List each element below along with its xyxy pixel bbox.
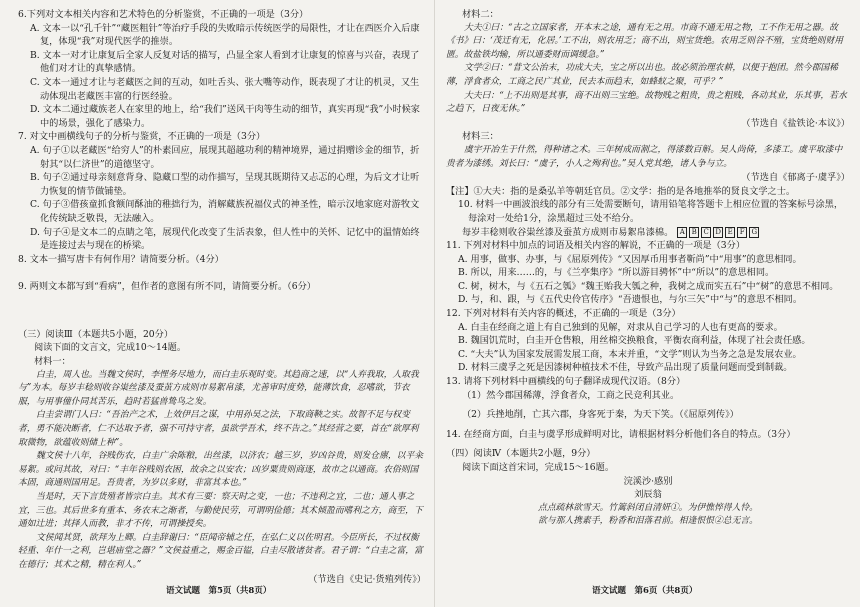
left-page <box>18 8 426 586</box>
q12-option-c: C. “大夫”认为国家发展需发展工商，本末并重，“文学”则认为当务之急是发展农业。 <box>458 348 802 360</box>
material-3-title: 材料三： <box>462 131 499 143</box>
q10-stem: 10. 材料一中画波浪线的部分有三处需要断句，请用铅笔将答题卡上相应位置的答案标号涂黑，每涂对一处给1分，涂黑超过三处不给分。 <box>458 199 844 224</box>
q7-option-c: C. 句子③借孩童抓食额间酥油的稚拙行为，消解藏族祝福仪式的神圣性，暗示汉地家庭对游牧文化传统缺乏敬畏，无法融入。 <box>30 199 420 224</box>
q12-option-d: D. 材料三虞孚之死是因漆树种植技术不佳，导致产品出现了质量问题而受到制裁。 <box>458 362 793 374</box>
q6-option-c: C. 文本一通过才让与老藏医之间的互动，如吐舌头、张大嘴等动作，既表现了才让的机灵，又生动体现出老藏医丰富的行医经验。 <box>30 76 420 102</box>
poem-line: 点点疏林欲雪天。竹篱斜闭自清妍①。为伊憔悴得人怜。 <box>538 502 758 513</box>
answer-letter-box: G <box>749 227 759 238</box>
answer-space <box>18 266 426 280</box>
material-2-paragraph: 文学②曰：“昔文公治末，功成大夫，宝之所以出也。故必须治理农耕，以便于抱团。然今郡国稀薄，浮食者众，工商之民广其业，民去本而趋末，如蜂蚁之聚，可乎？” <box>446 63 838 87</box>
q7-option-a: A. 句子①以老藏医“给穷人”的朴素回应，展现其超越功利的精神境界，通过捐赠诊金的细节，折射其“以仁济世”的道德坚守。 <box>30 144 420 170</box>
poem-author: 刘辰翁 <box>634 489 662 501</box>
q11-option-d: D. 与，和、跟，与《五代史伶官传序》“吾遗恨也，与尔三矢”中“与”的意思不相同。 <box>458 294 803 306</box>
q11-option-b: B. 所以，用来……的，与《兰亭集序》“所以游目骋怀”中“所以”的意思相同。 <box>458 267 775 279</box>
q11-option-a: A. 用事，做事、办事，与《屈原列传》“又因厚币用事者靳尚”中“用事”的意思相同。 <box>458 253 802 265</box>
q8: 8. 文本一描写唐卡有何作用？请简要分析。（4分） <box>18 253 224 265</box>
q14: 14. 在经商方面，白圭与虞孚形成鲜明对比，请根据材料分析他们各自的特点。（3分） <box>446 428 796 440</box>
q12-option-a: A. 白圭在经商之道上有自己独到的见解，对隶从自己学习的人也有更高的要求。 <box>458 321 783 333</box>
material-1-paragraph: 白圭尝谓门人曰：“吾治产之术，上效伊吕之谋，中用孙吴之法，下取商鞅之实。故智不足与权变者，勇不能决断者，仁不达取予者，强不可持守者，虽欲学吾术，终不告之。”其经营之要，首在“欲厚利取微物，欲蕴收则储上种”。 <box>18 410 419 448</box>
material-1-paragraph: 当是时，天下言货殖者皆宗白圭。其术有三要：察天时之变，一也；不违利之宜，二也；通人事之宜，三也。其后世多有重本、务农末之渐者，与勤使民劳，可谓明俭德；其术倾盈而嗜利之方，商至，下通如辻进；其择人而教，非才不传，可谓操授矣。 <box>18 492 423 530</box>
material-2-paragraph: 大夫①曰：“古之立国家者，开本末之途，通有无之用。市商不通无用之物，工不作无用之器。故《书》曰：‘茂迁有无，化居。’工不出，则农用乏；商不出，则宝货绝。农用乏则谷不殖，宝货绝则财用匮。故盐铁均输，所以通委财而调缓急。” <box>446 22 844 60</box>
q11-option-c: C. 树，树木，与《五石之瓠》“魏王贻我大瓠之种，我树之成而实五石”中“树”的意思不相同。 <box>458 280 839 292</box>
material-3-paragraph: 虞宇开冶生于什然，得种诸之术。三年树成而割之，得漆数百斛。吴人尚倚，多漆工。虞平取漆中贵者为漆绣。刘长曰：“虞子，小人之殉利也。”吴人党其绝，诸人争与立。 <box>446 144 843 169</box>
material-1-source: （节选自《史记·货殖列传》） <box>308 573 426 585</box>
page-divider <box>434 0 435 607</box>
poem-line: 欲与那人携素手，粉香和泪落君前。相逢恨恨②总无言。 <box>538 516 758 527</box>
q7-option-d: D. 句子④是文本二的点睛之笔，展现代化改变了生活表象，但人性中的关怀、记忆中的温情始终是连接过去与现在的桥梁。 <box>30 226 420 252</box>
answer-space <box>18 294 426 328</box>
q11-stem: 11. 下列对材料中加点的词语及相关内容的解说，不正确的一项是（3分） <box>446 240 746 252</box>
answer-letter-box: D <box>713 227 723 238</box>
q7-stem: 7. 对文中画横线句子的分析与鉴赏，不正确的一项是（3分） <box>18 131 266 143</box>
q10-text: 每岁丰稔则收谷粜丝漆及蚕茧方成则市易絮帛漆棉。 <box>462 226 674 238</box>
q9: 9. 两则文本都写到“看病”，但作者的意图有所不同，请简要分析。（6分） <box>18 281 316 293</box>
poem-title: 浣溪沙·感别 <box>623 475 673 487</box>
material-2-paragraph: 大夫曰：“上不出则是其事，商不出则三宝绝。故物贱之粗贵，贵之粗贱，各动其业，乐其事，若水之趋下，日夜无休。” <box>446 90 847 115</box>
section-3-intro: 阅读下面的文言文，完成10～14题。 <box>34 342 187 354</box>
material-2-title: 材料二： <box>462 9 499 20</box>
q12-option-b: B. 魏国饥荒时，白圭开仓售粮，用丝棉交换粮食，平衡农商利益，体现了社会责任感。 <box>458 335 811 347</box>
q6-stem: 6.下列对文本相关内容和艺术特色的分析鉴赏，不正确的一项是（3分） <box>18 9 309 20</box>
answer-letter-box: E <box>725 227 735 238</box>
answer-letter-box: F <box>737 227 747 238</box>
material-1-paragraph: 文侯闻其贤，欲拜为上卿。白圭辞谢曰：“臣闻帝辅之任，在弘仁义以佐明君。今臣所长，不过权衡轻重、年什一之利，岂堪庙堂之器？”文侯益重之，赐金百镒，白圭尽散诸贫者。君子谓：“白圭之富，富在德行；其术之精，精在利人。” <box>18 532 423 570</box>
section-4-intro: 阅读下面这首宋词，完成15～16题。 <box>462 462 615 473</box>
q7-option-b: B. 句子②通过母亲刻意背身、隐藏口型的动作描写，呈现其既期待又忐忑的心理，为后文才让听力恢复的情节做铺垫。 <box>30 172 420 197</box>
right-page-footer: 语文试题 第6页（共8页） <box>592 586 698 596</box>
q10-sentence <box>446 226 850 240</box>
left-page-footer: 语文试题 第5页（共8页） <box>166 586 272 596</box>
annotation-note: 【注】①大夫：指的是桑弘羊等朝廷官员。②文学：指的是各地推举的贤良文学之士。 <box>446 185 796 197</box>
q13-stem: 13. 请将下列材料中画横线的句子翻译成现代汉语。（8分） <box>446 376 686 388</box>
material-3-source: （节选自《郁离子·虞孚》） <box>741 172 850 184</box>
q6-option-b: B. 文本一对才让康复后全家人反复对话的描写，凸显全家人看到才让康复的惊喜与兴奋，表现了他们对才让的真挚感情。 <box>30 49 420 75</box>
q13-item-1: （1）然今郡国稀薄，浮食者众，工商之民竞利其业。 <box>462 389 680 401</box>
q6-option-d: D. 文本二通过藏族老人在家里的地上，给“我们”送风干肉等生动的细节，真实再现“我”小时候家中的场景，强化了感染力。 <box>30 104 420 129</box>
material-1-title: 材料一： <box>34 356 71 368</box>
material-2-source: （节选自《盐铁论·本议》） <box>741 117 850 129</box>
section-3-heading: （三）阅读Ⅲ（本题共5小题，20分） <box>18 328 174 340</box>
answer-letter-box: B <box>689 227 699 238</box>
q6-option-a: A. 文本一以“孔千针”“藏医粗针”等治疗手段的失败暗示传统医学的局限性，才让在西医介入后康复，体现“我”对现代医学的推崇。 <box>30 22 420 48</box>
material-1-paragraph: 魏文侯十八年，谷贱伤农，白圭广余陈粮，出丝漆，以济农；越三岁，岁凶谷贵，则发仓廪，以平籴易絮。或问其故，对曰：“丰年谷贱则农困，故余之以安农；凶岁粟贵则商逐，故市之以通商。农俗则国本固，商通则国用足。吾贵者，为岁以多财，非富其本也。” <box>18 451 424 489</box>
q13-item-2: （2）兵挫地削，亡其六郡，身客死于秦，为天下笑。（《屈原列传》） <box>462 409 739 421</box>
right-page <box>446 8 850 529</box>
q12-stem: 12. 下列对材料有关内容的概述，不正确的一项是（3分） <box>446 308 681 320</box>
answer-letter-box: C <box>701 227 711 238</box>
material-1-paragraph: 白圭，周人也。当魏文侯时，李悝务尽地力，而白圭乐观时变。其趋商之速，以“人弃我取，人取我与”为本。每岁丰稔则收谷粜丝漆及蚕茧方成则市易絮帛漆，尤善审时度势，能薄饮食，忍嗜欲，节衣服，与用事僮仆同其苦乐，趋时若猛兽鸷鸟之发。 <box>18 369 419 407</box>
q10-answer-letters <box>676 227 760 238</box>
section-4-heading: （四）阅读Ⅳ（本题共2小题，9分） <box>446 448 596 460</box>
answer-letter-box: A <box>677 227 687 238</box>
